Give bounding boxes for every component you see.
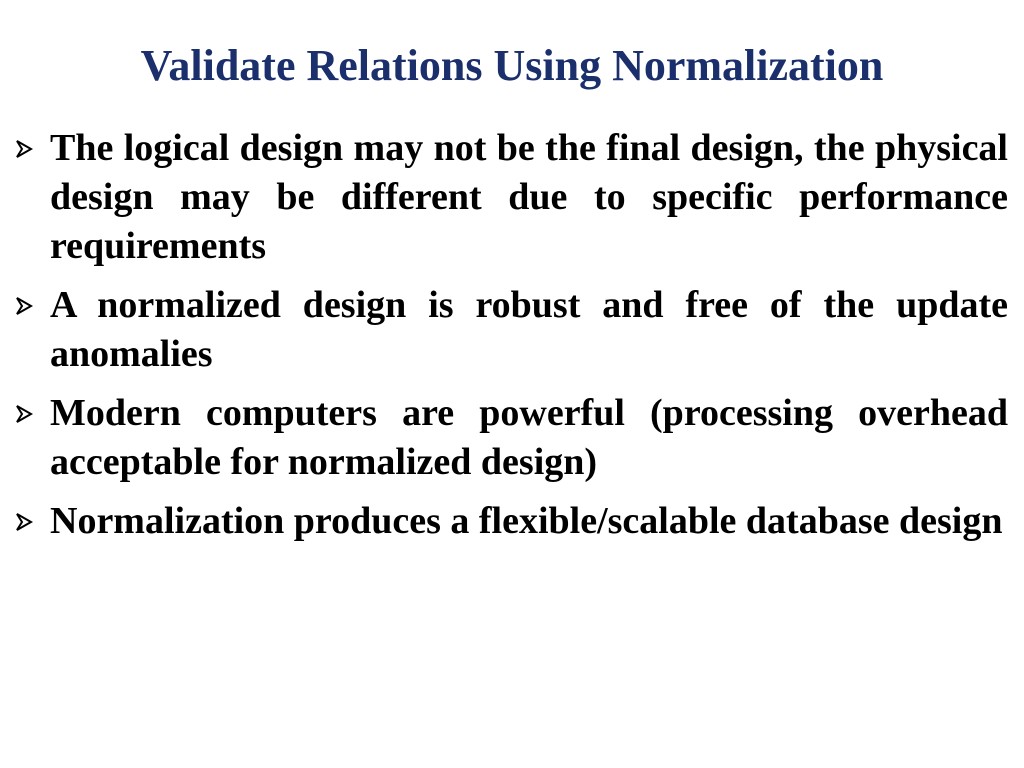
bullet-text: Normalization produces a flexible/scalable database design [50,500,1003,542]
slide-title: Validate Relations Using Normalization [140,41,884,90]
bullet-text: Modern computers are powerful (processing overhead acceptable for normalized design) [50,392,1008,483]
arrowhead-bullet-icon [14,138,34,160]
bullet-list [0,124,1024,556]
arrowhead-bullet-icon [14,511,34,533]
bullet-text: A normalized design is robust and free of the update anomalies [50,284,1008,375]
arrowhead-bullet-icon [14,403,34,425]
bullet-item-modern-computers [0,389,1024,487]
bullet-item-normalized-design [0,281,1024,379]
arrowhead-bullet-icon [14,295,34,317]
bullet-item-normalization-flexible [0,497,1024,546]
bullet-item-logical-design [0,124,1024,271]
bullet-text: The logical design may not be the final design, the physical design may be different due to specific performance requirements [50,127,1008,267]
